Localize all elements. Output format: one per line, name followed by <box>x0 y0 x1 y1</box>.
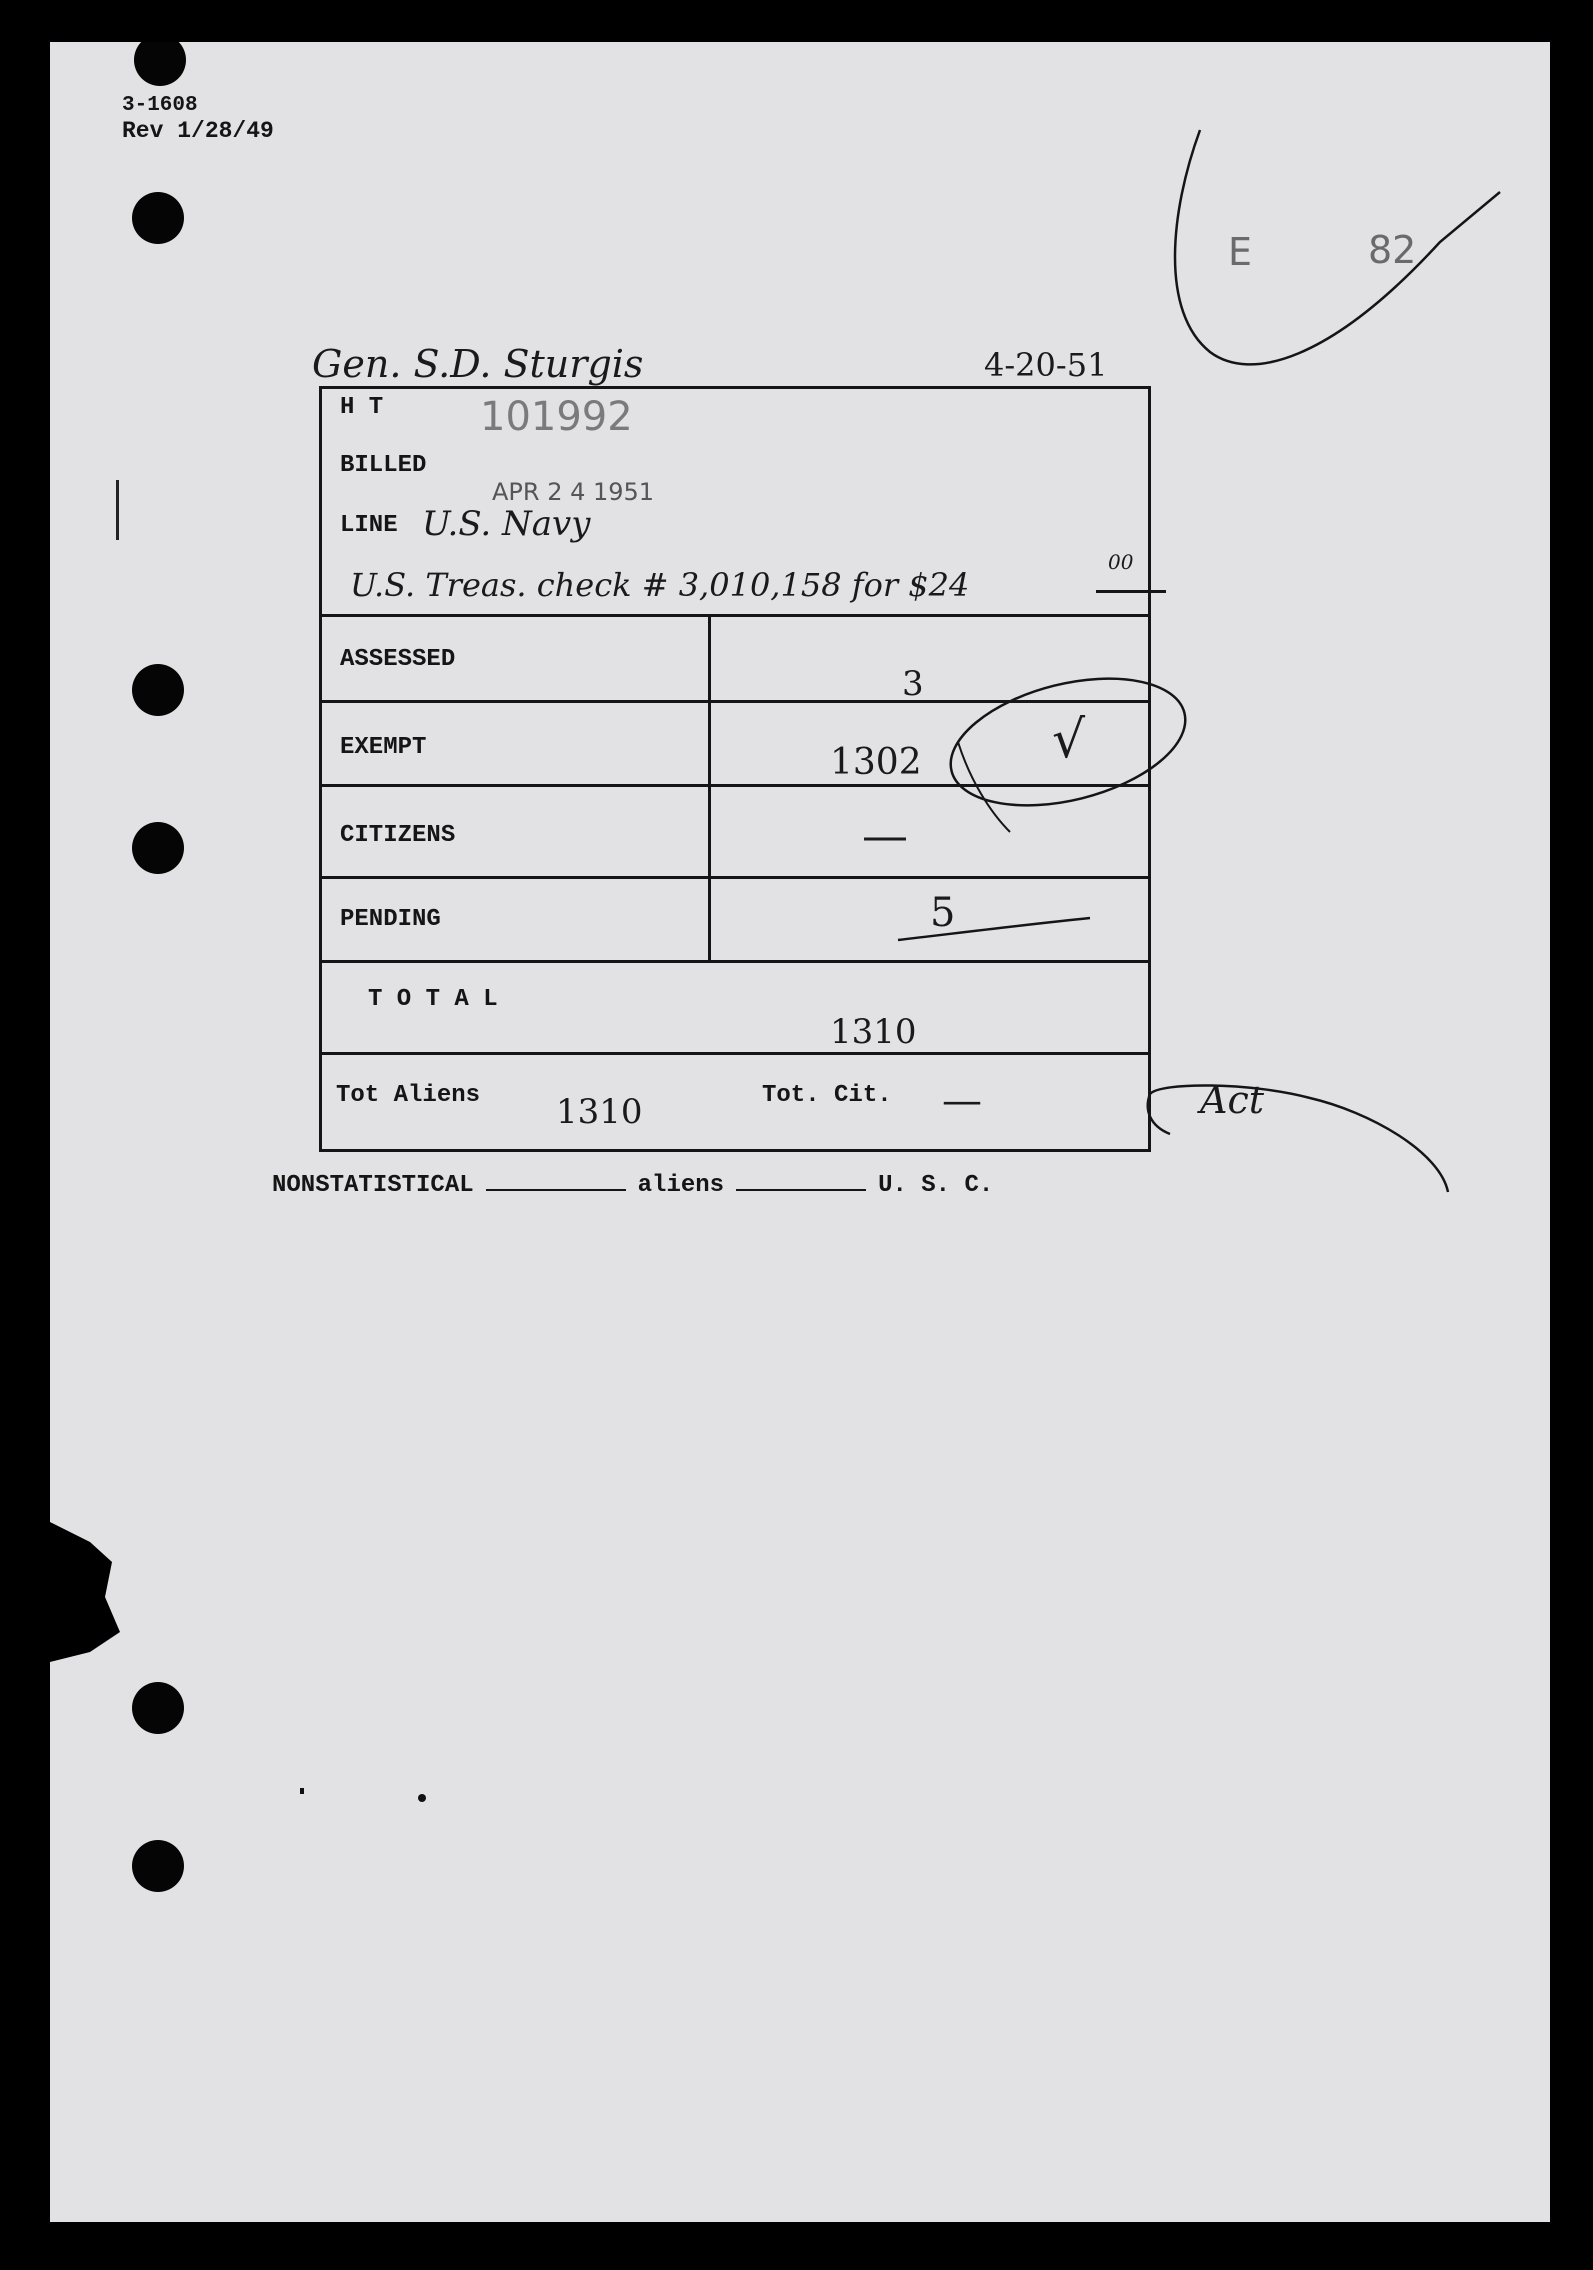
pending-label: PENDING <box>340 906 441 933</box>
tot-cit-label: Tot. Cit. <box>762 1082 892 1109</box>
total-label: T O T A L <box>368 986 498 1013</box>
exempt-value: 1302 <box>830 742 922 783</box>
exempt-label: EXEMPT <box>340 734 427 761</box>
payment-note: U.S. Treas. check # 3,010,158 for $24 <box>350 566 970 604</box>
form-number: 3-1608 <box>122 94 198 117</box>
line-label: LINE <box>340 512 398 539</box>
payment-cents: 00 <box>1108 550 1134 574</box>
punch-hole <box>132 1682 184 1734</box>
check-mark: √ <box>1052 710 1086 770</box>
pending-value: 5 <box>930 890 956 936</box>
form-revision: Rev 1/28/49 <box>122 118 274 144</box>
aliens-label: aliens <box>637 1172 725 1199</box>
initials: Act <box>1200 1078 1264 1122</box>
initials-loop <box>50 42 1550 1342</box>
date-stamp: APR 2 4 1951 <box>492 478 655 506</box>
ht-label: H T <box>340 394 384 421</box>
arrival-date: 4-20-51 <box>984 346 1108 384</box>
tot-aliens-value: 1310 <box>556 1092 643 1132</box>
citizens-label: CITIZENS <box>340 822 456 849</box>
tot-cit-value: — <box>942 1078 982 1124</box>
speck <box>300 1788 304 1794</box>
record-stamp-number: 101992 <box>480 394 633 440</box>
tot-aliens-label: Tot Aliens <box>336 1082 481 1109</box>
assessed-value: 3 <box>902 664 924 704</box>
corner-stamp-fragment: E <box>1228 230 1253 274</box>
document-page <box>50 42 1550 2222</box>
nonstatistical-label: NONSTATISTICAL <box>272 1172 474 1199</box>
total-value: 1310 <box>830 1012 917 1052</box>
line-value: U.S. Navy <box>422 504 591 544</box>
vessel-name: Gen. S.D. Sturgis <box>312 342 644 386</box>
billed-label: BILLED <box>340 452 427 479</box>
punch-hole <box>132 1840 184 1892</box>
torn-edge <box>50 1522 130 1662</box>
assessed-label: ASSESSED <box>340 646 456 673</box>
speck <box>116 480 119 540</box>
speck <box>418 1794 426 1802</box>
aliens-blank <box>736 1189 866 1191</box>
citizens-value: — <box>862 808 908 862</box>
usc-label: U. S. C. <box>878 1172 994 1199</box>
corner-stamp-number: 82 <box>1368 228 1417 272</box>
nonstat-blank <box>486 1189 626 1191</box>
nonstatistical-line <box>272 1172 993 1199</box>
